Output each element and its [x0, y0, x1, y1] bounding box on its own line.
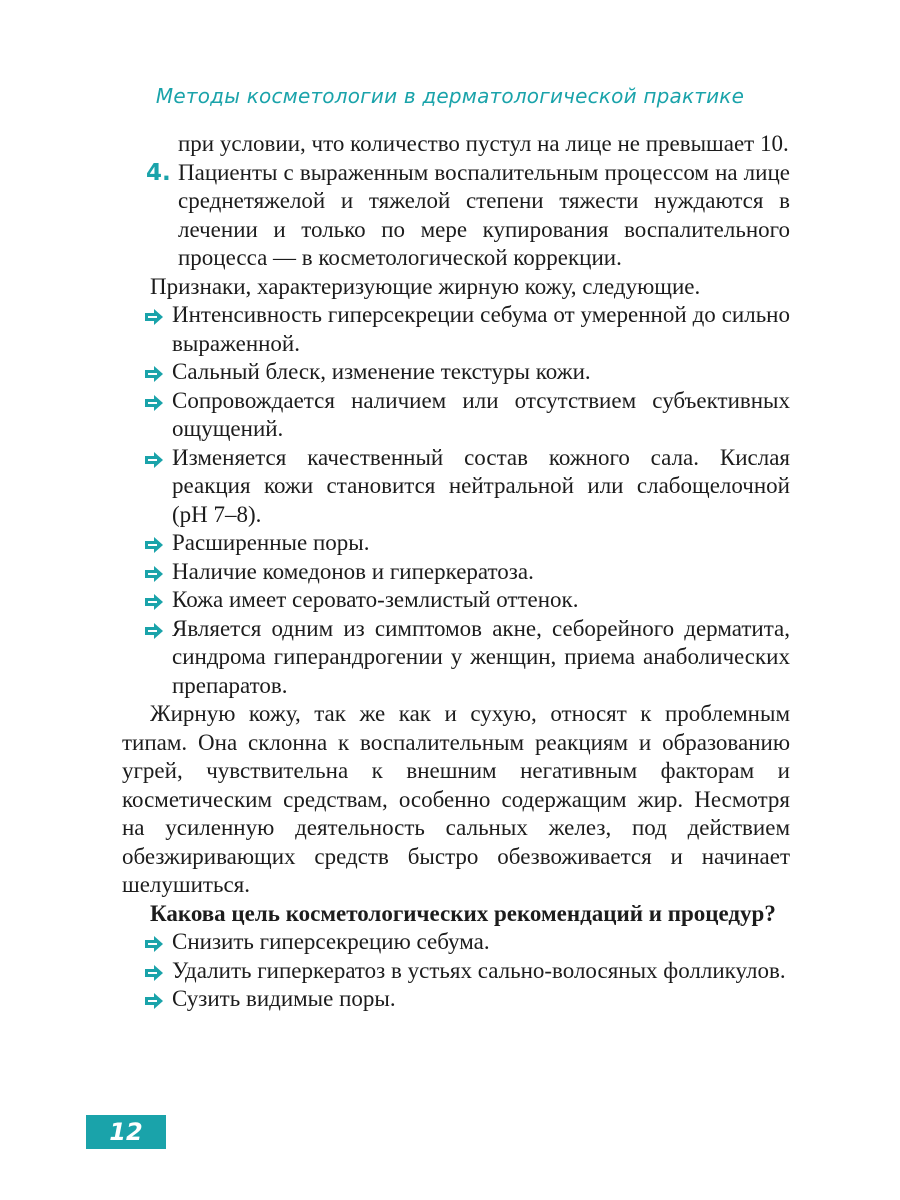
list-item: Кожа имеет серовато-землистый оттенок.	[122, 586, 790, 615]
signs-intro: Признаки, характеризующие жирную кожу, следующие.	[150, 273, 701, 299]
list-item: Изменяется качественный состав кожного сала. Кислая реакция кожи становится нейтральной или слабощелочной (pH 7–8).	[122, 444, 790, 530]
list-item: Интенсивность гиперсекреции себума от умеренной до сильно выраженной.	[122, 301, 790, 358]
page-number: 12	[86, 1115, 166, 1149]
item-number: 4.	[146, 159, 171, 186]
arrow-bullet-icon	[144, 993, 164, 1009]
list-item: Является одним из симптомов акне, себорейного дерматита, синдрома гиперандрогении у женщин, приема анаболических препаратов.	[122, 615, 790, 701]
list-item: Сузить видимые поры.	[122, 985, 790, 1014]
signs-list	[122, 301, 790, 700]
item-3-continuation: при условии, что количество пустул на лице не превышает 10.	[178, 131, 789, 156]
list-item: Наличие комедонов и гиперкератоза.	[122, 558, 790, 587]
list-item: Сальный блеск, изменение текстуры кожи.	[122, 358, 790, 387]
numbered-item-4	[122, 159, 790, 273]
page-body	[122, 130, 790, 1014]
list-item: Снизить гиперсекрецию себума.	[122, 928, 790, 957]
arrow-bullet-icon	[144, 366, 164, 382]
item-text: Пациенты с выраженным воспалительным процессом на лице среднетяжелой и тяжелой степени тяжести нуждаются в лечении и только по мере купирования воспалительного процесса — в косметологической коррекции.	[178, 159, 790, 270]
arrow-bullet-icon	[144, 965, 164, 981]
arrow-bullet-icon	[144, 594, 164, 610]
body-paragraph: Жирную кожу, так же как и сухую, относят к проблемным типам. Она склонна к воспалительным реакциям и образованию угрей, чувствительна к внешним негативным факторам и косметическим средствам, особенно содержащим жир. Несмотря на усиленную деятельность сальных желез, под действием обезжиривающих средств быстро обезвоживается и начинает шелушиться.	[122, 701, 790, 897]
list-item: Сопровождается наличием или отсутствием субъективных ощущений.	[122, 387, 790, 444]
list-item: Расширенные поры.	[122, 529, 790, 558]
arrow-bullet-icon	[144, 566, 164, 582]
arrow-bullet-icon	[144, 537, 164, 553]
section-question: Какова цель косметологических рекомендаций и процедур?	[150, 900, 776, 926]
arrow-bullet-icon	[144, 395, 164, 411]
arrow-bullet-icon	[144, 936, 164, 952]
arrow-bullet-icon	[144, 309, 164, 325]
arrow-bullet-icon	[144, 623, 164, 639]
goals-list	[122, 928, 790, 1014]
running-header: Методы косметологии в дерматологической практике	[155, 84, 745, 108]
list-item: Удалить гиперкератоз в устьях сально-волосяных фолликулов.	[122, 957, 790, 986]
arrow-bullet-icon	[144, 452, 164, 468]
